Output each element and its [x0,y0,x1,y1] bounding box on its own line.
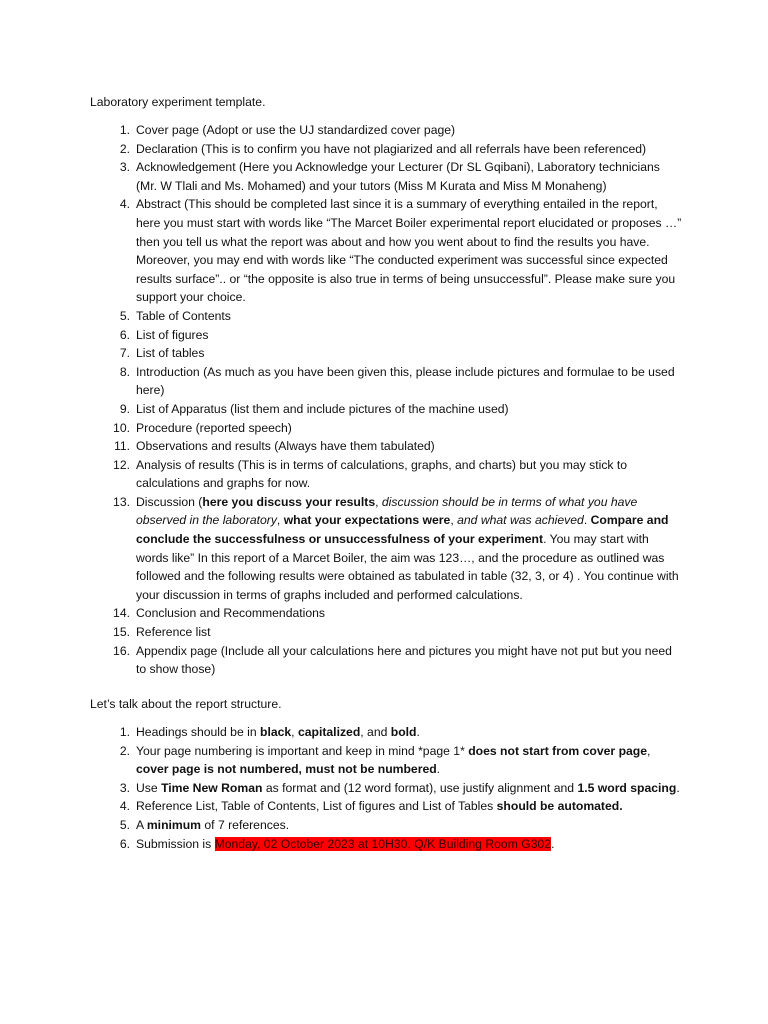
list-item [113,604,684,623]
list-item [119,158,684,195]
list-item-text: A [136,817,147,832]
list-number: 8. [119,364,130,379]
list-item [119,723,684,742]
list-item-text: does not start from cover page [468,743,648,758]
list-item [113,623,684,642]
list-item [113,493,684,605]
list-item-text: Procedure (reported speech) [136,420,292,435]
list-item [113,437,684,456]
list-item-text: capitalized [297,725,361,739]
list-item [113,456,684,493]
list-number: 5. [119,817,130,832]
list-item-text: 1.5 word spacing [577,780,677,795]
list-item-text: bold [390,725,417,739]
list-item [119,797,684,816]
list-item-text: Cover page (Adopt or use the UJ standardized cover page) [136,123,456,137]
list-item [119,195,684,307]
list-item-text: . You may start with words like” In this report of a Marcet Boiler, the aim was 123…, and the procedure as outlined was followed and the following results were obtained as tabulated in table (32, 3, or 4) . You continue with your discussion in terms of graphs included and performed calculations. [136,532,679,602]
list-number: 14. [113,606,130,621]
list-item-text: cover page is not numbered, must not be numbered [136,762,437,777]
list-item-text: Submission is [136,836,215,851]
list-number: 3. [119,780,130,795]
list-item-text: . [583,513,591,528]
list-item-text: Conclusion and Recommendations [136,606,326,621]
list-item [113,419,684,438]
list-item-text: , and [360,725,391,739]
list-item-text: List of tables [136,346,205,361]
list-item-text: Table of Contents [136,308,231,323]
list-item-text: Reference list [136,625,211,640]
list-item-text: Time New Roman [161,780,263,795]
list-item-text: Headings should be in [136,725,260,739]
list-item-text: Analysis of results (This is in terms of calculations, graphs, and charts) but you may stick to calculations and graphs for now. [136,457,628,491]
list-item [119,835,684,854]
list-item-text: . [551,836,555,851]
list-item [119,400,684,419]
list-item-text: , [647,743,651,758]
list-item-text: Observations and results (Always have them tabulated) [136,439,435,454]
list-number: 6. [119,327,130,342]
list-item-text: Discussion ( [136,494,203,509]
list-item-text: what your expectations were [283,513,451,528]
list-item-text: . [416,725,420,739]
template-list [113,121,684,679]
list-item-text: Use [136,780,162,795]
list-number: 7. [119,346,130,361]
deadline-highlight: Monday, 02 October 2023 at 10H30. Q/K Building Room G302 [214,836,552,851]
list-number: 12. [113,457,130,472]
list-item-text: Reference List, Table of Contents, List of figures and List of Tables [136,799,497,814]
list-number: 4. [119,197,130,212]
list-number: 15. [113,625,130,640]
list-item-text: Introduction (As much as you have been given this, please include pictures and formulae to be used here) [136,364,675,398]
list-item [119,742,684,779]
list-item-text: Compare and conclude the successfulness or unsuccessfulness of your experiment [136,513,669,547]
list-item-text: and what was achieved [457,513,584,528]
list-number: 6. [119,836,130,851]
list-item-text: Acknowledgement (Here you Acknowledge your Lecturer (Dr SL Gqibani), Laboratory technicians (Mr. W Tlali and Ms. Mohamed) and your tutors (Miss M Kurata and Miss M Monaheng) [136,160,660,193]
list-item-text: as format and (12 word format), use justify alignment and [262,780,578,795]
list-item [119,363,684,400]
list-number: 2. [119,743,130,758]
list-number: 11. [113,439,130,454]
structure-heading: Let’s talk about the report structure. [90,697,282,711]
list-item [119,779,684,798]
list-item-text: List of figures [136,327,209,342]
list-item [119,307,684,326]
list-item-text: . [676,780,680,795]
list-number: 10. [113,420,130,435]
list-item-text: minimum [146,817,202,832]
list-number: 13. [113,494,130,509]
list-item-text: here you discuss your results [202,494,376,509]
list-number: 3. [119,160,130,175]
list-item-text: should be automated. [496,799,623,814]
list-item-text: . [436,762,441,777]
list-item-text: black [260,725,292,739]
document-title: Laboratory experiment template. [90,95,266,109]
list-number: 4. [119,799,130,814]
list-item-text: discussion should be in terms of what you have observed in the laboratory [136,494,638,528]
list-item-text: Appendix page (Include all your calculations here and pictures you might have not put but you need to show those) [136,643,672,677]
list-number: 9. [119,401,130,416]
list-number: 16. [113,643,130,658]
list-item [119,344,684,363]
list-item-text: Declaration (This is to confirm you have not plagiarized and all referrals have been referenced) [136,141,647,156]
list-item-text: , [276,513,284,528]
list-item-text: , [375,494,382,509]
list-item [119,140,684,159]
list-number: 2. [119,141,130,156]
list-item [119,121,684,140]
list-item-text: Abstract (This should be completed last since it is a summary of everything entailed in the report, here you must start with words like “The Marcet Boiler experimental report elucidated or proposes …” then you tell us what the report was about and how you went about to find the results you have. Moreover, you may end with words like “The conducted experiment was successful since expected results surface”.. or “the opposite is also true in terms of being unsuccessful”. Please make sure you support your choice. [136,197,682,305]
list-item-text: Your page numbering is important and keep in mind *page 1* [136,743,469,758]
list-item [119,816,684,835]
list-item [113,642,684,679]
list-item-text: , [450,513,458,528]
structure-list [119,723,684,853]
list-number: 5. [119,308,130,323]
list-item-text: , [291,725,298,739]
list-number: 1. [119,123,130,137]
list-number: 1. [119,725,130,739]
list-item-text: List of Apparatus (list them and include pictures of the machine used) [136,401,509,416]
list-item-text: of 7 references. [201,817,290,832]
list-item [119,326,684,345]
